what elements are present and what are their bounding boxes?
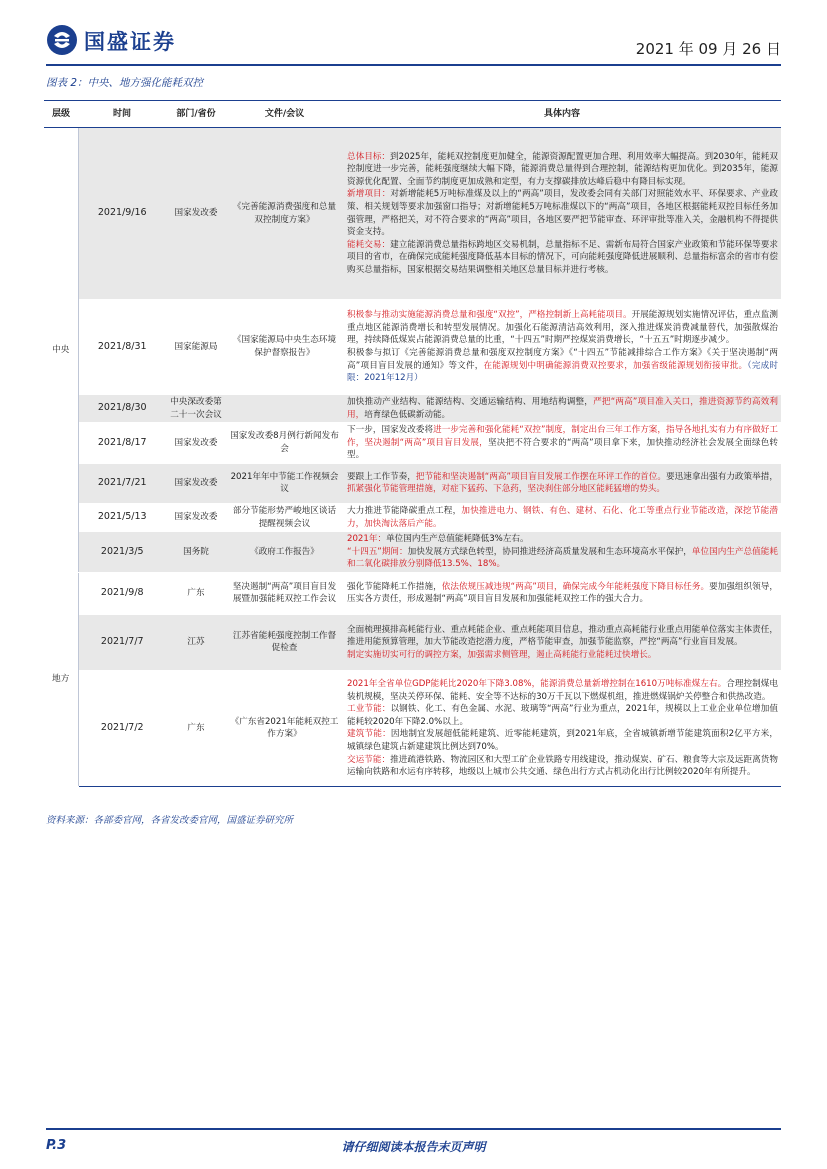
body-text: 全面梳理摸排高耗能行业、重点耗能企业、重点耗能项目信息，推动重点高耗能行业重点用能单位落实主体责任，推进用能预算管理，加大节能改造挖潜力度，严格节能审查，加强节能监察，严控“两高”行业盲目发展。 — [347, 624, 778, 648]
time-cell: 2021/9/8 — [78, 572, 166, 614]
brand-name: 国盛证券 — [84, 30, 176, 54]
col-header-doc: 文件/会议 — [226, 101, 343, 128]
time-cell: 2021/9/16 — [78, 128, 166, 300]
body-text: 对新增能耗5万吨标准煤及以上的“两高”项目，发改委会同有关部门对照能效水平、环保要求、产业政策、相关规划等要求加强窗口指导；对新增能耗5万吨标准煤以下的“两高”项目，各地区根据能耗双控目标任务加强管理，严格把关，对不符合要求的“两高”项目，各地区要严把节能审查、环评审批等准入关，金融机构不得提供资金支持。 — [347, 189, 778, 238]
brand-logo — [46, 22, 196, 62]
footer-rule — [46, 1128, 781, 1130]
highlighted-text: 交运节能： — [347, 754, 391, 765]
dept-cell: 国家能源局 — [166, 300, 226, 395]
highlighted-text: 抓紧强化节能管理措施，对症下猛药、下急药，坚决刹住部分地区能耗猛增的势头。 — [347, 484, 665, 495]
highlighted-text: 单位国内生产总值能耗和二氧化碳排放分别降低13.5%、18%。 — [347, 546, 778, 570]
highlighted-text: “十四五”期间： — [347, 546, 408, 557]
dept-cell: 国家发改委 — [166, 503, 226, 531]
table-row — [44, 423, 781, 464]
body-text: 开展能源规划实施情况评估，重点监测重点地区能源消费增长和转型发展情况。加强化石能源清洁高效利用，深入推进煤炭消费减量替代，加强散煤治理，持续降低煤炭占能源消费总量的比重，“十四五”时期严控煤炭消费增长，“十五五”时期逐步减少。 — [347, 310, 778, 346]
table-row — [44, 395, 781, 423]
doc-cell: 《广东省2021年能耗双控工作方案》 — [226, 670, 343, 786]
highlighted-text: 严把“两高”项目准入关口，推进资源节约高效利用， — [347, 397, 778, 420]
body-text: 强化节能降耗工作措施， — [347, 581, 442, 592]
col-header-time: 时间 — [78, 101, 166, 128]
highlighted-text: 工业节能： — [347, 704, 391, 715]
doc-cell — [226, 395, 343, 423]
dept-cell: 国家发改委 — [166, 423, 226, 464]
dept-cell: 国务院 — [166, 532, 226, 573]
dept-cell: 中央深改委第二十一次会议 — [166, 395, 226, 423]
time-cell: 2021/8/31 — [78, 300, 166, 395]
level-cell-central: 中央 — [44, 128, 78, 573]
highlighted-text: 制定实施切实可行的调控方案，加强需求侧管理，遏止高耗能行业能耗过快增长。 — [347, 649, 657, 660]
highlighted-text: 2021年： — [347, 534, 387, 545]
body-text: 要加强组织领导，压实各方责任，形成遏制“两高”项目盲目发展和加强能耗双控工作的强大合力。 — [347, 581, 778, 605]
doc-cell: 国家发改委8月例行新闻发布会 — [226, 423, 343, 464]
footer-disclaimer: 请仔细阅读本报告末页声明 — [341, 1140, 486, 1154]
highlighted-text: 进一步完善和强化能耗“双控”制度，制定出台三年工作方案，指导各地扎实有力有序做好工作，坚决遏制“两高”项目盲目发展， — [347, 425, 778, 448]
body-text: 单位国内生产总值能耗降低3%左右。 — [386, 534, 529, 545]
body-text: 推进疏港铁路、物流园区和大型工矿企业铁路专用线建设，推动煤炭、矿石、粮食等大宗及远距离货物运输向铁路和水运有序转移，地级以上城市公共交通、绿色出行方式占机动化出行比例较2020年有所提升。 — [347, 754, 778, 778]
time-cell: 2021/3/5 — [78, 532, 166, 573]
content-cell — [343, 128, 781, 300]
table-row — [44, 614, 781, 670]
highlighted-text: 在能源规划中明确能源消费双控要求，加强省级能源规划衔接审批。 — [483, 360, 748, 371]
dept-cell: 广东 — [166, 572, 226, 614]
highlighted-text: 能耗交易： — [347, 239, 391, 250]
table-row — [44, 463, 781, 503]
highlighted-text: 建筑节能： — [347, 729, 391, 740]
body-text: 培育绿色低碳新动能。 — [364, 409, 451, 420]
content-cell — [343, 463, 781, 503]
content-cell — [343, 572, 781, 614]
table-row — [44, 128, 781, 300]
highlighted-text: 依法依规压减违规“两高”项目，确保完成今年能耗强度下降目标任务。 — [441, 581, 710, 592]
level-cell-local: 地方 — [44, 572, 78, 786]
table-row — [44, 300, 781, 395]
body-text: （完成时限：2021年12月） — [347, 360, 778, 384]
body-text: 到2025年，能耗双控制度更加健全，能源资源配置更加合理、利用效率大幅提高。到2030年，能耗双控制度进一步完善，能耗强度继续大幅下降，能源消费总量得到合理控制，能源结构更加优化。到2035年，能源资源优化配置、全面节约制度更加成熟和定型，有力支撑碳排放达峰后稳中有降目标实现。 — [347, 151, 778, 187]
brand-logo-icon — [46, 24, 78, 56]
body-text: 因地制宜发展超低能耗建筑、近零能耗建筑，到2021年底，全省城镇新增节能建筑面积2亿平方米，城镇绿色建筑占新建建筑比例达到70%。 — [347, 729, 778, 753]
doc-cell: 2021年年中节能工作视频会议 — [226, 463, 343, 503]
content-cell — [343, 503, 781, 531]
doc-cell: 坚决遏制“两高”项目盲目发展暨加强能耗双控工作会议 — [226, 572, 343, 614]
body-text: 以钢铁、化工、有色金属、水泥、玻璃等“两高”行业为重点，2021年，规模以上工业企业单位增加值能耗较2020年下降2.0%以上。 — [347, 704, 778, 727]
header-rule — [46, 64, 781, 66]
highlighted-text: 总体目标： — [347, 151, 391, 162]
time-cell: 2021/5/13 — [78, 503, 166, 531]
page-number: P.3 — [46, 1138, 67, 1153]
dept-cell: 国家发改委 — [166, 463, 226, 503]
dept-cell: 江苏 — [166, 614, 226, 670]
body-text: 加快推动产业结构、能源结构、交通运输结构、用地结构调整， — [347, 397, 594, 407]
doc-cell: 《完善能源消费强度和总量双控制度方案》 — [226, 128, 343, 300]
highlighted-text: 新增项目： — [347, 189, 391, 200]
highlighted-text: 加快推进电力、钢铁、有色、建材、石化、化工等重点行业节能改造，深挖节能潜力，加快淘汰落后产能。 — [347, 505, 778, 529]
body-text: 坚决把不符合要求的“两高”项目拿下来，加快推动经济社会发展全面绿色转型。 — [347, 437, 779, 461]
body-text: 大力推进节能降碳重点工程， — [347, 505, 462, 516]
content-cell — [343, 532, 781, 573]
doc-cell: 江苏省能耗强度控制工作督促检查 — [226, 614, 343, 670]
col-header-level: 层级 — [44, 101, 78, 128]
source-note: 资料来源：各部委官网，各省发改委官网，国盛证券研究所 — [46, 815, 294, 826]
col-header-content: 具体内容 — [343, 101, 781, 128]
content-cell — [343, 614, 781, 670]
table-row — [44, 670, 781, 786]
content-cell — [343, 670, 781, 786]
body-text: 积极参与拟订《完善能源消费总量和强度双控制度方案》《“十四五”节能减排综合工作方案》《关于坚决遏制“两高”项目盲目发展的通知》等文件， — [347, 348, 778, 371]
table-row — [44, 503, 781, 531]
body-text: 合理控制煤电装机规模，坚决关停环保、能耗、安全等不达标的30万千瓦以下燃煤机组，推进燃煤锅炉关停整合和供热改造。 — [347, 679, 778, 702]
policy-table — [44, 100, 781, 787]
content-cell — [343, 423, 781, 464]
dept-cell: 国家发改委 — [166, 128, 226, 300]
body-text: 要跟上工作节奏， — [347, 471, 416, 482]
doc-cell: 部分节能形势严峻地区谈话提醒视频会议 — [226, 503, 343, 531]
doc-cell: 《政府工作报告》 — [226, 532, 343, 573]
time-cell: 2021/7/7 — [78, 614, 166, 670]
content-cell — [343, 395, 781, 423]
body-text: 建立能源消费总量指标跨地区交易机制，总量指标不足、需新布局符合国家产业政策和节能环保等要求项目的省市，在确保完成能耗强度降低基本目标的情况下，可向能耗强度降低进展顺利、总量指标富余的省市有偿购买总量指标，国家根据交易结果调整相关地区总量目标并进行考核。 — [347, 239, 778, 275]
dept-cell: 广东 — [166, 670, 226, 786]
table-row — [44, 572, 781, 614]
time-cell: 2021/7/2 — [78, 670, 166, 786]
table-caption: 图表 2：中央、地方强化能耗双控 — [46, 77, 204, 89]
time-cell: 2021/8/30 — [78, 395, 166, 423]
time-cell: 2021/7/21 — [78, 463, 166, 503]
report-date: 2021 年 09 月 26 日 — [635, 40, 781, 58]
col-header-dept: 部门/省份 — [166, 101, 226, 128]
highlighted-text: 把节能和坚决遏制“两高”项目盲目发展工作摆在环评工作的首位。 — [415, 471, 667, 482]
content-cell — [343, 300, 781, 395]
time-cell: 2021/8/17 — [78, 423, 166, 464]
body-text: 下一步，国家发改委将 — [347, 425, 434, 436]
body-text: 加快发展方式绿色转型，协同推进经济高质量发展和生态环境高水平保护， — [407, 546, 692, 557]
table-row — [44, 532, 781, 573]
table-header-row — [44, 101, 781, 128]
highlighted-text: 2021年全省单位GDP能耗比2020年下降3.08%，能源消费总量新增控制在1610万吨标准煤左右。 — [347, 679, 727, 690]
doc-cell: 《国家能源局中央生态环境保护督察报告》 — [226, 300, 343, 395]
body-text: 要迅速拿出强有力政策举措， — [666, 471, 778, 482]
highlighted-text: 积极参与推动实施能源消费总量和强度“双控”，严格控制新上高耗能项目。 — [347, 310, 632, 321]
